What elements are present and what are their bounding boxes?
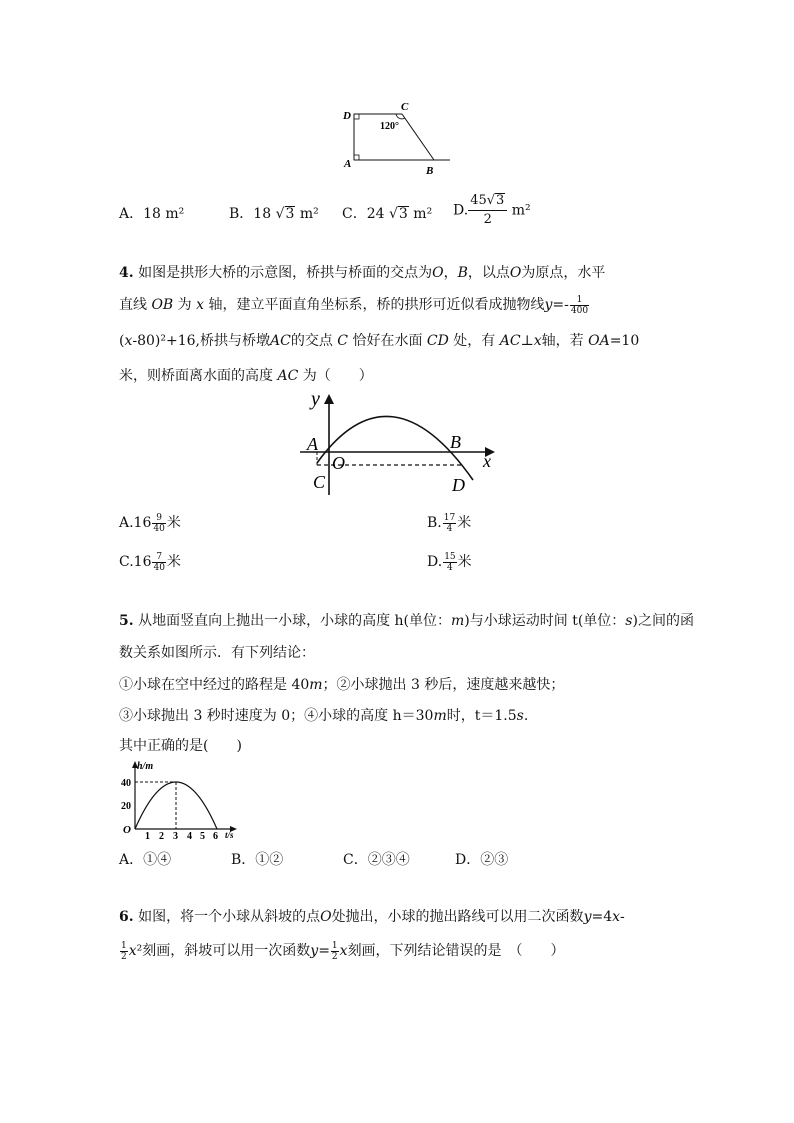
xtick-2: 2 <box>159 831 164 839</box>
axis-y-label: y <box>311 388 320 410</box>
sqrt-icon: √ <box>389 206 398 222</box>
xtick-3: 3 <box>173 831 178 839</box>
graph-ylabel: h/m <box>137 761 154 772</box>
q5-option-b[interactable]: B．①② <box>231 852 284 868</box>
q5-option-c[interactable]: C．②③④ <box>343 852 410 868</box>
q4-line-4: 米，则桥面离水面的高度 AC 为（ ） <box>119 368 373 384</box>
q3-option-c[interactable]: C．24 √3 m² <box>342 206 433 222</box>
q3-option-a[interactable]: A．18 m² <box>119 206 185 222</box>
q5-option-d[interactable]: D．②③ <box>455 852 509 868</box>
q4-line-3: (x-80)²+16,桥拱与桥墩AC的交点 C 恰好在水面 CD 处，有 AC⊥x轴，若 OA=10 <box>119 333 640 349</box>
q6-line-2: $\frac{1}{2}$ x²刻画，斜坡可以用一次函数y= $\frac{1}{2}$ x刻画，下列结论错误的是 （ ） <box>121 940 565 962</box>
q4-line-1: 4. 如图是拱形大桥的示意图，桥拱与桥面的交点为O，B，以点O为原点，水平 <box>119 265 606 281</box>
label-c: C <box>401 101 409 113</box>
height-time-graph <box>118 757 243 839</box>
ytick-20: 20 <box>121 801 131 812</box>
label-a: A <box>344 158 352 170</box>
q5-line-3: ①小球在空中经过的路程是 40m；②小球抛出 3 秒后，速度越来越快； <box>119 677 565 693</box>
point-b-label: B <box>450 432 461 452</box>
axis-x-label: x <box>483 451 491 471</box>
q5-line-1: 5. 从地面竖直向上抛出一小球，小球的高度 h(单位：m)与小球运动时间 t(单位：s)之间的函 <box>119 613 694 629</box>
xtick-5: 5 <box>200 831 205 839</box>
ytick-40: 40 <box>121 778 131 789</box>
q5-line-5: 其中正确的是( ) <box>119 738 242 754</box>
q5-line-2: 数关系如图所示．有下列结论： <box>119 645 315 661</box>
xtick-6: 6 <box>213 831 218 839</box>
q4-option-a[interactable]: A.16 $\frac{9}{40}$ 米 <box>119 512 181 534</box>
q6-line-1: 6. 如图，将一个小球从斜坡的点O处抛出，小球的抛出路线可以用二次函数y=4x- <box>119 909 625 925</box>
label-d: D <box>343 110 351 122</box>
xtick-4: 4 <box>187 831 192 839</box>
sqrt-icon: √ <box>275 206 285 222</box>
point-d-label: D <box>452 475 465 495</box>
q5-line-4: ③小球抛出 3 秒时速度为 0；④小球的高度 h＝30m时，t＝1.5s. <box>119 708 529 724</box>
q5-option-a[interactable]: A．①④ <box>119 852 172 868</box>
q3-option-b[interactable]: B．18 √3 m² <box>229 206 319 222</box>
q3-option-d[interactable]: D. $\frac{45√3}{2}$ m² <box>453 193 531 227</box>
graph-xlabel: t/s <box>225 830 234 839</box>
angle-label: 120° <box>380 121 399 132</box>
point-a-label: A <box>307 434 318 454</box>
sqrt-icon: √ <box>486 193 496 208</box>
xtick-1: 1 <box>145 831 150 839</box>
bridge-parabola-figure <box>295 385 505 497</box>
point-o-label: O <box>332 453 345 473</box>
point-c-label: C <box>313 472 326 492</box>
graph-origin: O <box>123 824 131 836</box>
q4-option-d[interactable]: D. $\frac{15}{4}$ 米 <box>427 551 472 573</box>
trapezoid-figure <box>330 98 460 180</box>
q4-option-b[interactable]: B. $\frac{17}{4}$ 米 <box>427 512 472 534</box>
q4-line-2: 直线 OB 为 x 轴，建立平面直角坐标系，桥的拱形可近似看成抛物线y=- $\frac{1}{400}$ <box>119 294 589 316</box>
q4-option-c[interactable]: C.16 $\frac{7}{40}$ 米 <box>119 551 181 573</box>
label-b: B <box>426 165 434 177</box>
